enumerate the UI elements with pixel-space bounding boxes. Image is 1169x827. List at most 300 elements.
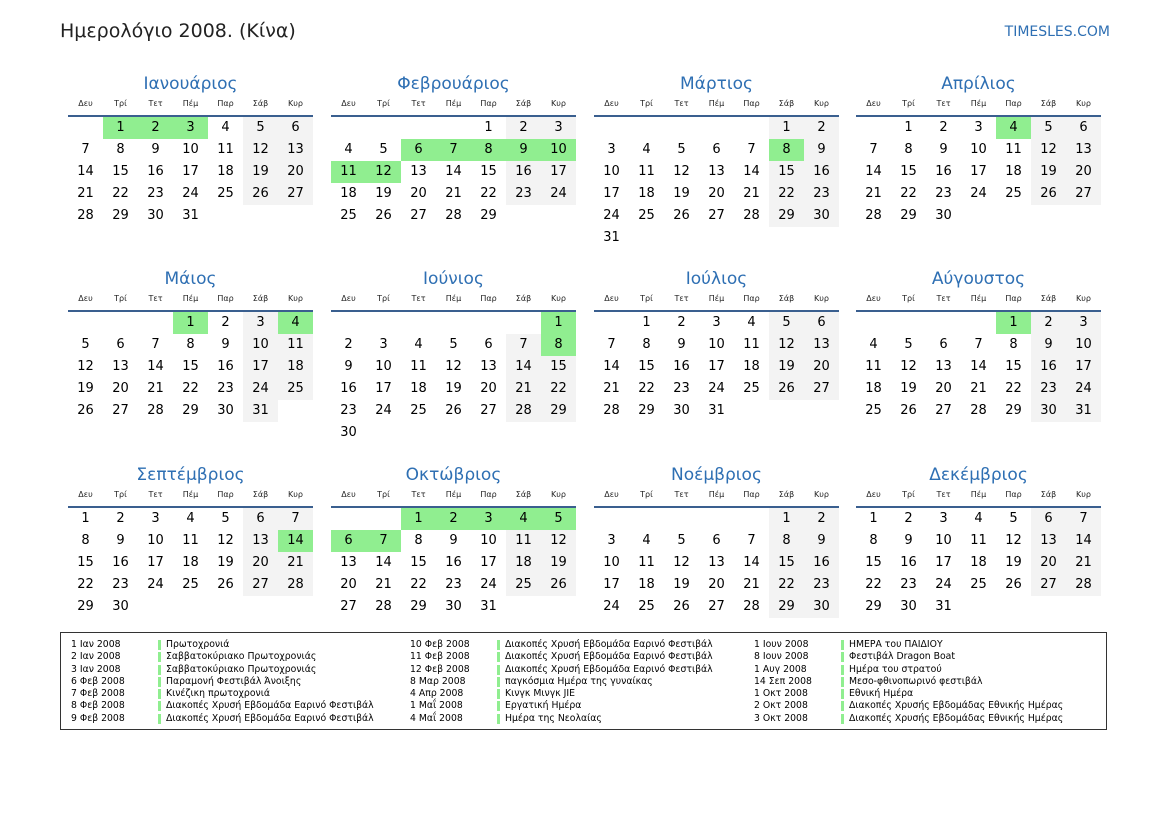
day-cell[interactable]: 30: [673, 403, 690, 418]
day-cell[interactable]: 6: [804, 312, 839, 334]
day-cell[interactable]: 15: [77, 555, 94, 570]
day-cell[interactable]: 17: [541, 161, 576, 183]
day-cell[interactable]: 9: [904, 533, 913, 548]
day-cell[interactable]: 20: [935, 381, 952, 396]
day-cell[interactable]: 5: [81, 337, 90, 352]
day-cell[interactable]: 20: [708, 186, 725, 201]
day-cell[interactable]: 14: [743, 555, 760, 570]
day-cell[interactable]: 25: [743, 381, 760, 396]
day-cell[interactable]: 21: [743, 577, 760, 592]
day-cell[interactable]: 22: [865, 577, 882, 592]
day-cell[interactable]: 6: [1031, 508, 1066, 530]
day-cell[interactable]: 22: [1005, 381, 1022, 396]
day-cell[interactable]: 2: [677, 315, 686, 330]
day-cell[interactable]: 16: [147, 164, 164, 179]
day-cell[interactable]: 18: [506, 552, 541, 574]
day-cell[interactable]: 31: [480, 599, 497, 614]
day-cell[interactable]: 10: [603, 555, 620, 570]
day-cell[interactable]: 21: [375, 577, 392, 592]
site-link[interactable]: TIMESLES.COM: [1004, 24, 1110, 40]
day-cell[interactable]: 16: [445, 555, 462, 570]
day-cell[interactable]: 21: [506, 378, 541, 400]
day-cell[interactable]: 30: [804, 596, 839, 618]
day-cell[interactable]: 9: [804, 139, 839, 161]
day-cell[interactable]: 25: [638, 208, 655, 223]
day-cell[interactable]: 28: [1066, 574, 1101, 596]
day-cell[interactable]: 5: [1009, 511, 1018, 526]
day-cell[interactable]: 11: [278, 334, 313, 356]
day-cell[interactable]: 21: [278, 552, 313, 574]
day-cell[interactable]: 5: [677, 533, 686, 548]
day-cell[interactable]: 25: [278, 378, 313, 400]
day-cell[interactable]: 7: [366, 530, 401, 552]
day-cell[interactable]: 23: [673, 381, 690, 396]
day-cell[interactable]: 21: [147, 381, 164, 396]
day-cell[interactable]: 27: [278, 183, 313, 205]
day-cell[interactable]: 20: [410, 186, 427, 201]
day-cell[interactable]: 29: [1005, 403, 1022, 418]
day-cell[interactable]: 26: [769, 378, 804, 400]
day-cell[interactable]: 9: [1031, 334, 1066, 356]
day-cell[interactable]: 29: [77, 599, 94, 614]
day-cell[interactable]: 11: [865, 359, 882, 374]
day-cell[interactable]: 16: [804, 552, 839, 574]
day-cell[interactable]: 16: [804, 161, 839, 183]
day-cell[interactable]: 31: [603, 230, 620, 245]
day-cell[interactable]: 20: [708, 577, 725, 592]
day-cell[interactable]: 21: [603, 381, 620, 396]
day-cell[interactable]: 7: [747, 533, 756, 548]
day-cell[interactable]: 12: [673, 164, 690, 179]
day-cell[interactable]: 8: [81, 533, 90, 548]
day-cell[interactable]: 30: [147, 208, 164, 223]
day-cell[interactable]: 20: [1066, 161, 1101, 183]
day-cell[interactable]: 3: [471, 508, 506, 530]
day-cell[interactable]: 12: [1005, 533, 1022, 548]
day-cell[interactable]: 4: [747, 315, 756, 330]
day-cell[interactable]: 10: [243, 334, 278, 356]
day-cell[interactable]: 26: [673, 208, 690, 223]
day-cell[interactable]: 17: [243, 356, 278, 378]
day-cell[interactable]: 3: [974, 120, 983, 135]
day-cell[interactable]: 30: [1031, 400, 1066, 422]
day-cell[interactable]: 6: [939, 337, 948, 352]
day-cell[interactable]: 3: [607, 142, 616, 157]
day-cell[interactable]: 12: [900, 359, 917, 374]
day-cell[interactable]: 19: [541, 552, 576, 574]
day-cell[interactable]: 6: [278, 117, 313, 139]
day-cell[interactable]: 15: [182, 359, 199, 374]
day-cell[interactable]: 4: [186, 511, 195, 526]
day-cell[interactable]: 8: [116, 142, 125, 157]
day-cell[interactable]: 18: [278, 356, 313, 378]
day-cell[interactable]: 11: [1005, 142, 1022, 157]
day-cell[interactable]: 19: [673, 186, 690, 201]
day-cell[interactable]: 14: [865, 164, 882, 179]
day-cell[interactable]: 22: [182, 381, 199, 396]
day-cell[interactable]: 4: [414, 337, 423, 352]
day-cell[interactable]: 24: [375, 403, 392, 418]
day-cell[interactable]: 1: [769, 117, 804, 139]
day-cell[interactable]: 20: [1031, 552, 1066, 574]
day-cell[interactable]: 1: [996, 312, 1031, 334]
day-cell[interactable]: 24: [603, 599, 620, 614]
day-cell[interactable]: 10: [480, 533, 497, 548]
day-cell[interactable]: 28: [743, 208, 760, 223]
day-cell[interactable]: 27: [243, 574, 278, 596]
day-cell[interactable]: 4: [344, 142, 353, 157]
day-cell[interactable]: 28: [865, 208, 882, 223]
day-cell[interactable]: 12: [243, 139, 278, 161]
day-cell[interactable]: 28: [743, 599, 760, 614]
day-cell[interactable]: 21: [743, 186, 760, 201]
day-cell[interactable]: 29: [769, 205, 804, 227]
day-cell[interactable]: 21: [970, 381, 987, 396]
day-cell[interactable]: 7: [869, 142, 878, 157]
day-cell[interactable]: 2: [344, 337, 353, 352]
day-cell[interactable]: 24: [243, 378, 278, 400]
day-cell[interactable]: 18: [410, 381, 427, 396]
day-cell[interactable]: 23: [935, 186, 952, 201]
day-cell[interactable]: 30: [804, 205, 839, 227]
day-cell[interactable]: 13: [112, 359, 129, 374]
day-cell[interactable]: 6: [243, 508, 278, 530]
day-cell[interactable]: 9: [116, 533, 125, 548]
day-cell[interactable]: 23: [217, 381, 234, 396]
day-cell[interactable]: 9: [506, 139, 541, 161]
day-cell[interactable]: 28: [375, 599, 392, 614]
day-cell[interactable]: 26: [375, 208, 392, 223]
day-cell[interactable]: 9: [221, 337, 230, 352]
day-cell[interactable]: 23: [112, 577, 129, 592]
day-cell[interactable]: 7: [436, 139, 471, 161]
day-cell[interactable]: 1: [173, 312, 208, 334]
day-cell[interactable]: 7: [506, 334, 541, 356]
day-cell[interactable]: 15: [480, 164, 497, 179]
day-cell[interactable]: 4: [642, 142, 651, 157]
day-cell[interactable]: 16: [506, 161, 541, 183]
day-cell[interactable]: 6: [1066, 117, 1101, 139]
day-cell[interactable]: 3: [541, 117, 576, 139]
day-cell[interactable]: 22: [769, 574, 804, 596]
day-cell[interactable]: 26: [673, 599, 690, 614]
day-cell[interactable]: 16: [217, 359, 234, 374]
day-cell[interactable]: 15: [410, 555, 427, 570]
day-cell[interactable]: 17: [708, 359, 725, 374]
day-cell[interactable]: 4: [278, 312, 313, 334]
day-cell[interactable]: 18: [638, 186, 655, 201]
day-cell[interactable]: 1: [103, 117, 138, 139]
day-cell[interactable]: 28: [278, 574, 313, 596]
day-cell[interactable]: 19: [673, 577, 690, 592]
day-cell[interactable]: 5: [677, 142, 686, 157]
day-cell[interactable]: 19: [900, 381, 917, 396]
day-cell[interactable]: 2: [138, 117, 173, 139]
day-cell[interactable]: 1: [642, 315, 651, 330]
day-cell[interactable]: 11: [638, 555, 655, 570]
day-cell[interactable]: 28: [445, 208, 462, 223]
day-cell[interactable]: 29: [865, 599, 882, 614]
day-cell[interactable]: 10: [970, 142, 987, 157]
day-cell[interactable]: 27: [708, 208, 725, 223]
day-cell[interactable]: 10: [375, 359, 392, 374]
day-cell[interactable]: 18: [743, 359, 760, 374]
day-cell[interactable]: 2: [939, 120, 948, 135]
day-cell[interactable]: 8: [769, 139, 804, 161]
day-cell[interactable]: 24: [970, 186, 987, 201]
day-cell[interactable]: 7: [278, 508, 313, 530]
day-cell[interactable]: 6: [331, 530, 366, 552]
day-cell[interactable]: 10: [935, 533, 952, 548]
day-cell[interactable]: 25: [410, 403, 427, 418]
day-cell[interactable]: 25: [340, 208, 357, 223]
day-cell[interactable]: 5: [221, 511, 230, 526]
day-cell[interactable]: 16: [935, 164, 952, 179]
day-cell[interactable]: 14: [1066, 530, 1101, 552]
day-cell[interactable]: 26: [217, 577, 234, 592]
day-cell[interactable]: 15: [541, 356, 576, 378]
day-cell[interactable]: 11: [970, 533, 987, 548]
day-cell[interactable]: 5: [904, 337, 913, 352]
day-cell[interactable]: 3: [1066, 312, 1101, 334]
day-cell[interactable]: 9: [151, 142, 160, 157]
day-cell[interactable]: 11: [331, 161, 366, 183]
day-cell[interactable]: 30: [112, 599, 129, 614]
day-cell[interactable]: 8: [642, 337, 651, 352]
day-cell[interactable]: 19: [77, 381, 94, 396]
day-cell[interactable]: 12: [1031, 139, 1066, 161]
day-cell[interactable]: 10: [182, 142, 199, 157]
day-cell[interactable]: 17: [182, 164, 199, 179]
day-cell[interactable]: 14: [743, 164, 760, 179]
day-cell[interactable]: 23: [147, 186, 164, 201]
day-cell[interactable]: 3: [243, 312, 278, 334]
day-cell[interactable]: 13: [708, 555, 725, 570]
day-cell[interactable]: 19: [1031, 161, 1066, 183]
day-cell[interactable]: 6: [401, 139, 436, 161]
day-cell[interactable]: 24: [147, 577, 164, 592]
day-cell[interactable]: 10: [1066, 334, 1101, 356]
day-cell[interactable]: 29: [769, 596, 804, 618]
day-cell[interactable]: 18: [217, 164, 234, 179]
day-cell[interactable]: 3: [173, 117, 208, 139]
day-cell[interactable]: 1: [81, 511, 90, 526]
day-cell[interactable]: 18: [970, 555, 987, 570]
day-cell[interactable]: 27: [935, 403, 952, 418]
day-cell[interactable]: 13: [480, 359, 497, 374]
day-cell[interactable]: 17: [970, 164, 987, 179]
day-cell[interactable]: 6: [712, 533, 721, 548]
day-cell[interactable]: 6: [116, 337, 125, 352]
day-cell[interactable]: 30: [340, 425, 357, 440]
day-cell[interactable]: 17: [375, 381, 392, 396]
day-cell[interactable]: 9: [344, 359, 353, 374]
day-cell[interactable]: 12: [769, 334, 804, 356]
day-cell[interactable]: 14: [375, 555, 392, 570]
day-cell[interactable]: 19: [1005, 555, 1022, 570]
day-cell[interactable]: 29: [410, 599, 427, 614]
day-cell[interactable]: 24: [935, 577, 952, 592]
day-cell[interactable]: 17: [1066, 356, 1101, 378]
day-cell[interactable]: 4: [869, 337, 878, 352]
day-cell[interactable]: 5: [379, 142, 388, 157]
day-cell[interactable]: 18: [1005, 164, 1022, 179]
day-cell[interactable]: 1: [401, 508, 436, 530]
day-cell[interactable]: 13: [410, 164, 427, 179]
day-cell[interactable]: 3: [151, 511, 160, 526]
day-cell[interactable]: 1: [484, 120, 493, 135]
day-cell[interactable]: 5: [541, 508, 576, 530]
day-cell[interactable]: 10: [708, 337, 725, 352]
day-cell[interactable]: 27: [708, 599, 725, 614]
day-cell[interactable]: 17: [147, 555, 164, 570]
day-cell[interactable]: 25: [638, 599, 655, 614]
day-cell[interactable]: 27: [480, 403, 497, 418]
day-cell[interactable]: 31: [708, 403, 725, 418]
day-cell[interactable]: 29: [182, 403, 199, 418]
day-cell[interactable]: 11: [506, 530, 541, 552]
day-cell[interactable]: 9: [449, 533, 458, 548]
day-cell[interactable]: 21: [1066, 552, 1101, 574]
day-cell[interactable]: 2: [116, 511, 125, 526]
day-cell[interactable]: 7: [151, 337, 160, 352]
day-cell[interactable]: 22: [769, 183, 804, 205]
day-cell[interactable]: 12: [673, 555, 690, 570]
day-cell[interactable]: 2: [506, 117, 541, 139]
day-cell[interactable]: 15: [112, 164, 129, 179]
day-cell[interactable]: 26: [541, 574, 576, 596]
day-cell[interactable]: 11: [743, 337, 760, 352]
day-cell[interactable]: 6: [712, 142, 721, 157]
day-cell[interactable]: 2: [1031, 312, 1066, 334]
day-cell[interactable]: 15: [769, 552, 804, 574]
day-cell[interactable]: 7: [974, 337, 983, 352]
day-cell[interactable]: 18: [340, 186, 357, 201]
day-cell[interactable]: 13: [708, 164, 725, 179]
day-cell[interactable]: 19: [217, 555, 234, 570]
day-cell[interactable]: 11: [182, 533, 199, 548]
day-cell[interactable]: 4: [642, 533, 651, 548]
day-cell[interactable]: 16: [673, 359, 690, 374]
day-cell[interactable]: 2: [436, 508, 471, 530]
day-cell[interactable]: 15: [865, 555, 882, 570]
day-cell[interactable]: 8: [769, 530, 804, 552]
day-cell[interactable]: 19: [769, 356, 804, 378]
day-cell[interactable]: 1: [541, 312, 576, 334]
day-cell[interactable]: 2: [804, 508, 839, 530]
day-cell[interactable]: 28: [77, 208, 94, 223]
day-cell[interactable]: 9: [939, 142, 948, 157]
day-cell[interactable]: 8: [186, 337, 195, 352]
day-cell[interactable]: 25: [506, 574, 541, 596]
day-cell[interactable]: 10: [147, 533, 164, 548]
day-cell[interactable]: 25: [217, 186, 234, 201]
day-cell[interactable]: 8: [1009, 337, 1018, 352]
day-cell[interactable]: 14: [506, 356, 541, 378]
day-cell[interactable]: 3: [712, 315, 721, 330]
day-cell[interactable]: 13: [1031, 530, 1066, 552]
day-cell[interactable]: 31: [243, 400, 278, 422]
day-cell[interactable]: 20: [112, 381, 129, 396]
day-cell[interactable]: 30: [935, 208, 952, 223]
day-cell[interactable]: 14: [445, 164, 462, 179]
day-cell[interactable]: 19: [375, 186, 392, 201]
day-cell[interactable]: 22: [112, 186, 129, 201]
day-cell[interactable]: 10: [603, 164, 620, 179]
day-cell[interactable]: 19: [243, 161, 278, 183]
day-cell[interactable]: 29: [480, 208, 497, 223]
day-cell[interactable]: 11: [217, 142, 234, 157]
day-cell[interactable]: 29: [638, 403, 655, 418]
day-cell[interactable]: 7: [1066, 508, 1101, 530]
day-cell[interactable]: 26: [77, 403, 94, 418]
day-cell[interactable]: 16: [900, 555, 917, 570]
day-cell[interactable]: 16: [1031, 356, 1066, 378]
day-cell[interactable]: 27: [1031, 574, 1066, 596]
day-cell[interactable]: 13: [1066, 139, 1101, 161]
day-cell[interactable]: 17: [603, 577, 620, 592]
day-cell[interactable]: 16: [340, 381, 357, 396]
day-cell[interactable]: 27: [340, 599, 357, 614]
day-cell[interactable]: 14: [77, 164, 94, 179]
day-cell[interactable]: 20: [340, 577, 357, 592]
day-cell[interactable]: 31: [1066, 400, 1101, 422]
day-cell[interactable]: 23: [340, 403, 357, 418]
day-cell[interactable]: 29: [900, 208, 917, 223]
day-cell[interactable]: 10: [541, 139, 576, 161]
day-cell[interactable]: 9: [804, 530, 839, 552]
day-cell[interactable]: 9: [677, 337, 686, 352]
day-cell[interactable]: 12: [77, 359, 94, 374]
day-cell[interactable]: 23: [1031, 378, 1066, 400]
day-cell[interactable]: 22: [638, 381, 655, 396]
day-cell[interactable]: 22: [900, 186, 917, 201]
day-cell[interactable]: 28: [970, 403, 987, 418]
day-cell[interactable]: 31: [182, 208, 199, 223]
day-cell[interactable]: 8: [541, 334, 576, 356]
day-cell[interactable]: 1: [769, 508, 804, 530]
day-cell[interactable]: 13: [243, 530, 278, 552]
day-cell[interactable]: 14: [603, 359, 620, 374]
day-cell[interactable]: 4: [506, 508, 541, 530]
day-cell[interactable]: 15: [769, 161, 804, 183]
day-cell[interactable]: 2: [221, 315, 230, 330]
day-cell[interactable]: 2: [904, 511, 913, 526]
day-cell[interactable]: 22: [77, 577, 94, 592]
day-cell[interactable]: 26: [243, 183, 278, 205]
day-cell[interactable]: 23: [506, 183, 541, 205]
day-cell[interactable]: 3: [379, 337, 388, 352]
day-cell[interactable]: 22: [480, 186, 497, 201]
day-cell[interactable]: 23: [445, 577, 462, 592]
day-cell[interactable]: 27: [410, 208, 427, 223]
day-cell[interactable]: 6: [484, 337, 493, 352]
day-cell[interactable]: 8: [904, 142, 913, 157]
day-cell[interactable]: 11: [410, 359, 427, 374]
day-cell[interactable]: 21: [445, 186, 462, 201]
day-cell[interactable]: 8: [869, 533, 878, 548]
day-cell[interactable]: 7: [747, 142, 756, 157]
day-cell[interactable]: 28: [147, 403, 164, 418]
day-cell[interactable]: 30: [217, 403, 234, 418]
day-cell[interactable]: 5: [449, 337, 458, 352]
day-cell[interactable]: 12: [541, 530, 576, 552]
day-cell[interactable]: 18: [638, 577, 655, 592]
day-cell[interactable]: 14: [970, 359, 987, 374]
day-cell[interactable]: 22: [541, 378, 576, 400]
day-cell[interactable]: 26: [1005, 577, 1022, 592]
day-cell[interactable]: 23: [900, 577, 917, 592]
